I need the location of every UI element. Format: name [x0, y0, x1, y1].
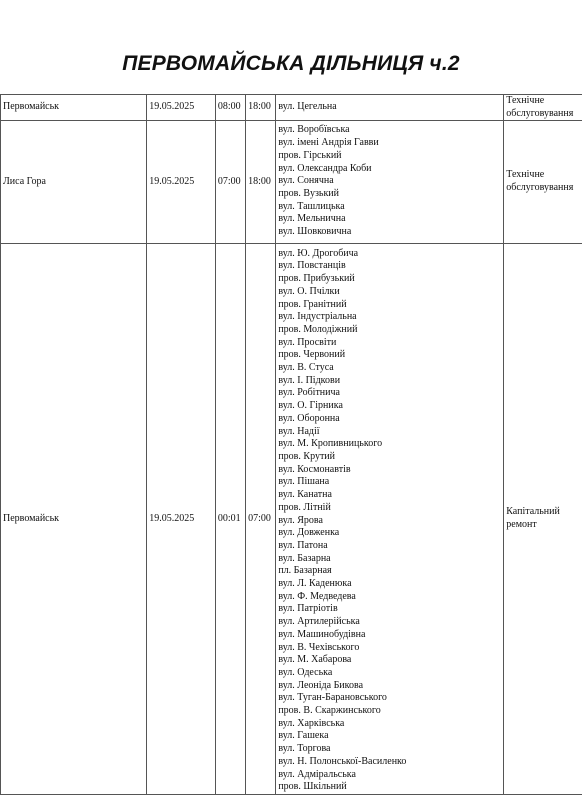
town-cell: Лиса Гора [1, 121, 147, 243]
table-row [1, 243, 582, 794]
date-cell: 19.05.2025 [147, 95, 216, 121]
start-time-cell: 08:00 [215, 95, 245, 121]
street-item: вул. Оборонна [278, 412, 340, 424]
street-item: пров. Літній [278, 501, 331, 513]
street-item: вул. Сонячна [278, 175, 334, 187]
street-item: вул. Цегельна [278, 101, 337, 113]
street-item: пров. В. Скаржинського [278, 705, 381, 717]
street-item: вул. Канатна [278, 489, 332, 501]
street-item: пров. Шкільний [278, 781, 347, 793]
table-row [1, 95, 582, 121]
street-item: вул. Л. Каденюка [278, 578, 352, 590]
street-item: вул. Просвіти [278, 336, 337, 348]
street-item: вул. В. Чехівського [278, 641, 360, 653]
street-item: пров. Молодіжний [278, 323, 358, 335]
street-item: вул. Олександра Коби [278, 162, 372, 174]
street-item: вул. Шовковична [278, 226, 352, 238]
town-cell: Первомайськ [1, 243, 147, 794]
street-item: вул. Ярова [278, 514, 323, 526]
street-item: пров. Червоний [278, 349, 346, 361]
page-title: ПЕРВОМАЙСЬКА ДІЛЬНИЦЯ ч.2 [122, 52, 460, 75]
street-item: вул. Патріотів [278, 603, 338, 615]
work-type-cell: Капітальний ремонт [504, 243, 582, 794]
street-item: вул. Індустріальна [278, 311, 357, 323]
street-item: вул. Гашека [278, 730, 329, 742]
street-item: вул. Адміральська [278, 768, 356, 780]
street-item: вул. Надії [278, 425, 320, 437]
street-item: вул. Базарна [278, 552, 331, 564]
street-item: вул. Робітнича [278, 387, 340, 399]
street-item: вул. Мельнична [278, 213, 346, 225]
street-item: вул. Леоніда Бикова [278, 679, 364, 691]
town-cell: Первомайськ [1, 95, 147, 121]
end-time-cell: 07:00 [246, 243, 276, 794]
start-time-cell: 07:00 [215, 121, 245, 243]
street-item: вул. Торгова [278, 743, 331, 755]
streets-cell [276, 243, 504, 794]
table-row [1, 121, 582, 243]
street-item: вул. О. Гірника [278, 400, 343, 412]
start-time-cell: 00:01 [215, 243, 245, 794]
end-time-cell: 18:00 [246, 121, 276, 243]
work-type-cell: Технічне обслуговування [504, 121, 582, 243]
street-item: вул. Ф. Медведева [278, 590, 356, 602]
street-item: пров. Вузький [278, 187, 340, 199]
street-item: вул. М. Хабарова [278, 654, 352, 666]
street-item: пров. Крутий [278, 450, 336, 462]
street-item: вул. Одеська [278, 666, 333, 678]
street-item: пл. Базарная [278, 565, 332, 577]
street-item: вул. Космонавтів [278, 463, 351, 475]
streets-cell [276, 95, 504, 121]
streets-cell [276, 121, 504, 243]
street-item: пров. Гранітний [278, 298, 347, 310]
street-item: вул. Машинобудівна [278, 628, 366, 640]
street-item: вул. О. Пчілки [278, 285, 340, 297]
street-item: вул. Ташлицька [278, 200, 345, 212]
street-item: вул. Довженка [278, 527, 340, 539]
street-item: вул. Патона [278, 539, 328, 551]
schedule-table-body [1, 95, 582, 795]
street-item: вул. Пішана [278, 476, 330, 488]
street-item: вул. В. Стуса [278, 362, 334, 374]
street-item: вул. І. Підкови [278, 374, 341, 386]
date-cell: 19.05.2025 [147, 243, 216, 794]
outage-schedule-table [0, 94, 582, 795]
street-item: вул. Харківська [278, 717, 345, 729]
street-item: вул. Артилерійська [278, 616, 360, 628]
street-item: пров. Гірський [278, 149, 342, 161]
street-item: вул. Ю. Дрогобича [278, 247, 359, 259]
street-item: пров. Прибузький [278, 273, 355, 285]
street-item: вул. імені Андрія Гавви [278, 137, 379, 149]
street-item: вул. Воробївська [278, 124, 350, 136]
street-item: вул. Н. Полонської-Василенко [278, 755, 407, 767]
street-item: вул. Туган-Барановського [278, 692, 387, 704]
work-type-cell: Технічне обслуговування [504, 95, 582, 121]
date-cell: 19.05.2025 [147, 121, 216, 243]
street-item: вул. Повстанців [278, 260, 346, 272]
end-time-cell: 18:00 [246, 95, 276, 121]
street-item: вул. М. Кропивницького [278, 438, 383, 450]
